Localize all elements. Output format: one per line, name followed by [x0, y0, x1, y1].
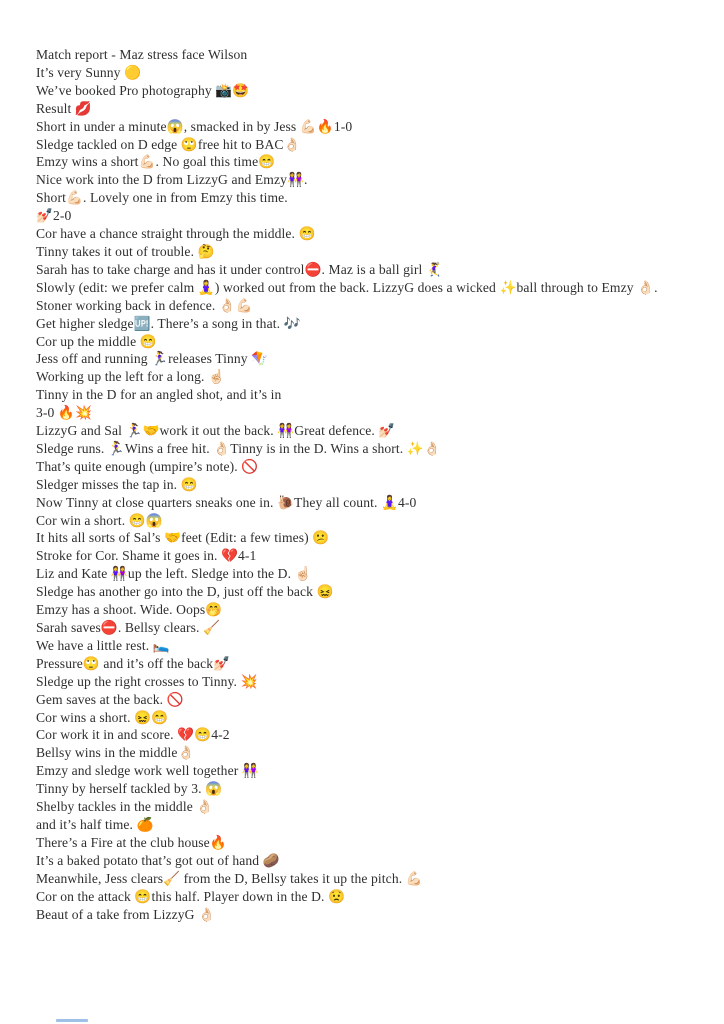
- report-line: Slowly (edit: we prefer calm 🧘‍♀️) worked out from the back. LizzyG does a wicked ✨ball through to Emzy 👌🏻.: [36, 279, 658, 295]
- report-line: Beaut of a take from LizzyG 👌🏻: [36, 906, 216, 922]
- report-line: Sledge up the right crosses to Tinny. 💥: [36, 673, 258, 689]
- report-line: Result 💋: [36, 100, 92, 116]
- report-line: Emzy and sledge work well together 👭: [36, 763, 259, 779]
- report-line: Tinny takes it out of trouble. 🤔: [36, 243, 215, 259]
- report-line: Cor up the middle 😁: [36, 333, 157, 349]
- report-line: Nice work into the D from LizzyG and Emzy👭.: [36, 172, 308, 188]
- report-line: We’ve booked Pro photography 📸🤩: [36, 82, 250, 98]
- report-line: That’s quite enough (umpire’s note). 🚫: [36, 458, 259, 474]
- report-line: Meanwhile, Jess clears🧹 from the D, Bellsy takes it up the pitch. 💪🏻: [36, 870, 423, 886]
- report-line: Sledge runs. 🏃‍♀️Wins a free hit. 👌🏻Tinny is in the D. Wins a short. ✨👌🏻: [36, 440, 441, 456]
- report-line: Pressure🙄 and it’s off the back💅🏻: [36, 655, 231, 671]
- report-line: It’s very Sunny 🟡: [36, 64, 142, 80]
- report-line: Short💪🏻. Lovely one in from Emzy this time.: [36, 190, 288, 206]
- report-line: Working up the left for a long. ☝🏻: [36, 369, 226, 385]
- report-line: 3-0 🔥💥: [36, 405, 92, 421]
- report-line: Sledger misses the tap in. 😁: [36, 476, 198, 492]
- report-line: It hits all sorts of Sal’s 🤝feet (Edit: a few times) 😕: [36, 530, 330, 546]
- report-line: Liz and Kate 👭up the left. Sledge into the D. ☝🏻: [36, 566, 312, 582]
- report-line: Jess off and running 🏃‍♀️releases Tinny 🪁: [36, 351, 269, 367]
- report-line: LizzyG and Sal 🏃‍♀️🤝work it out the back. 👭Great defence. 💅🏻: [36, 423, 396, 439]
- report-line: Now Tinny at close quarters sneaks one in. 🐌They all count. 🧘‍♀️4-0: [36, 494, 417, 510]
- match-report-text: [36, 46, 720, 923]
- report-line: Shelby tackles in the middle 👌🏻: [36, 799, 214, 815]
- report-line: Sledge tackled on D edge 🙄free hit to BAC👌🏻: [36, 136, 301, 152]
- report-line: Cor wins a short. 😖😁: [36, 709, 169, 725]
- report-line: We have a little rest. 🛌: [36, 637, 170, 653]
- report-line: Tinny by herself tackled by 3. 😱: [36, 781, 223, 797]
- report-line: Bellsy wins in the middle👌🏻: [36, 745, 195, 761]
- report-line: Short in under a minute😱, smacked in by Jess 💪🏻🔥1-0: [36, 118, 353, 134]
- report-line: There’s a Fire at the club house🔥: [36, 834, 227, 850]
- report-line: Emzy has a shoot. Wide. Oops🤭: [36, 602, 223, 618]
- report-line: Stroke for Cor. Shame it goes in. 💔4-1: [36, 548, 257, 564]
- report-line: Cor win a short. 😁😱: [36, 512, 163, 528]
- report-line: Tinny in the D for an angled shot, and it’s in: [36, 387, 282, 403]
- report-line: Stoner working back in defence. 👌🏻💪🏻: [36, 297, 253, 313]
- report-line: Sledge has another go into the D, just off the back 😖: [36, 584, 334, 600]
- report-line: 💅🏻2-0: [36, 208, 72, 224]
- report-line: Sarah has to take charge and has it under control⛔. Maz is a ball girl 🤾‍♀️: [36, 261, 443, 277]
- bottom-left-mark: [56, 1019, 88, 1022]
- report-line: Sarah saves⛔. Bellsy clears. 🧹: [36, 620, 221, 635]
- report-line: Get higher sledge🆙. There’s a song in that. 🎶: [36, 315, 301, 331]
- report-line: and it’s half time. 🍊: [36, 816, 154, 832]
- report-line: Gem saves at the back. 🚫: [36, 691, 184, 707]
- report-line: Cor on the attack 😁this half. Player down in the D. 😟: [36, 888, 346, 904]
- report-line: Cor work it in and score. 💔😁4-2: [36, 727, 230, 743]
- report-line: Match report - Maz stress face Wilson: [36, 47, 248, 62]
- report-line: Emzy wins a short💪🏻. No goal this time😁: [36, 154, 276, 170]
- report-line: Cor have a chance straight through the middle. 😁: [36, 226, 316, 242]
- report-line: It’s a baked potato that’s got out of hand 🥔: [36, 852, 280, 868]
